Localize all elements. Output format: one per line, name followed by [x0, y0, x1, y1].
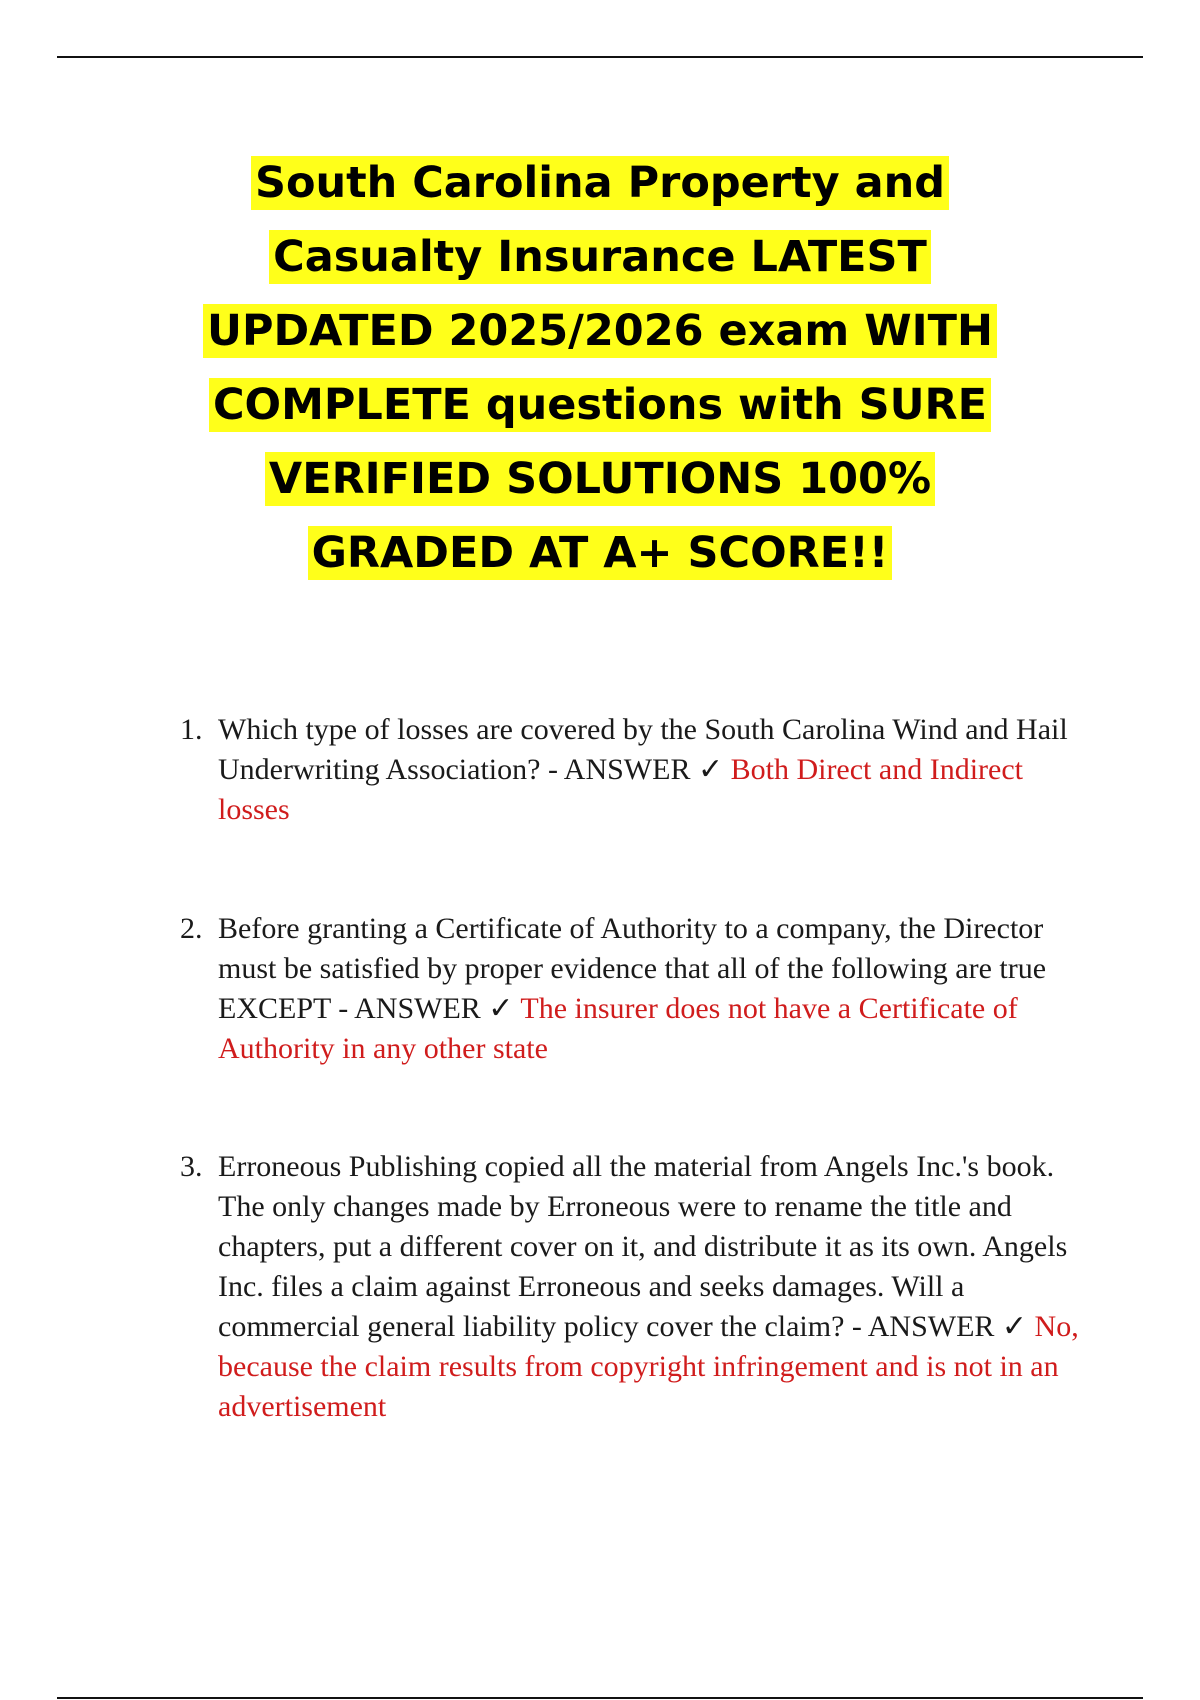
question-item: [180, 909, 1100, 1069]
answer-text: Both Direct and Indirect losses: [218, 753, 1023, 826]
title-line: South Carolina Property and: [251, 156, 949, 210]
question-body: [218, 909, 1100, 1069]
question-text: Which type of losses are covered by the South Carolina Wind and Hail Underwriting Association?: [218, 713, 1068, 786]
title-line: GRADED AT A+ SCORE!!: [308, 526, 893, 580]
question-body: [218, 710, 1100, 830]
question-body: [218, 1147, 1100, 1427]
answer-marker: - ANSWER ✓: [851, 1310, 1028, 1343]
title-line: COMPLETE questions with SURE: [209, 378, 991, 432]
answer-marker: - ANSWER ✓: [547, 753, 724, 786]
bottom-divider: [57, 1697, 1143, 1699]
top-divider: [57, 56, 1143, 58]
title-line: UPDATED 2025/2026 exam WITH: [203, 304, 997, 358]
question-item: [180, 710, 1100, 830]
answer-marker: - ANSWER ✓: [338, 992, 514, 1025]
document-title: [100, 146, 1100, 590]
answer-text: No, because the claim results from copyright infringement and is not in an advertisement: [218, 1310, 1079, 1423]
question-item: [180, 1147, 1100, 1427]
question-number: 2.: [180, 912, 203, 945]
title-line: Casualty Insurance LATEST: [269, 230, 931, 284]
question-text: Before granting a Certificate of Authority to a company, the Director must be satisfied by proper evidence that all of the following are true EXCEPT: [218, 912, 1047, 1025]
answer-text: The insurer does not have a Certificate of Authority in any other state: [218, 992, 1018, 1065]
question-text: Erroneous Publishing copied all the material from Angels Inc.'s book. The only changes made by Erroneous were to rename the title and chapters, put a different cover on it, and distribute it as its own. Angels Inc. files a claim against Erroneous and seeks damages. Will a commercial general liability policy cover the claim?: [218, 1150, 1068, 1343]
title-line: VERIFIED SOLUTIONS 100%: [265, 452, 935, 506]
question-number: 3.: [180, 1150, 203, 1183]
question-number: 1.: [180, 713, 203, 746]
